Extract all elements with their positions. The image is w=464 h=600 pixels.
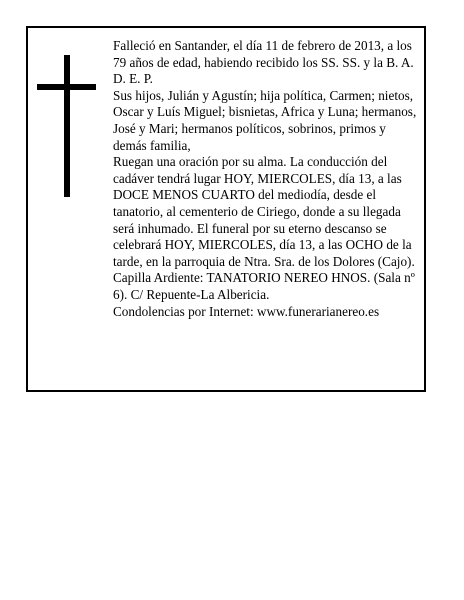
death-announcement: Falleció en Santander, el día 11 de febrero de 2013, a los 79 años de edad, habiendo recibido los SS. SS. y la B. A. [113, 38, 414, 70]
service-details: Ruegan una oración por su alma. La conducción del cadáver tendrá lugar HOY, MIERCOLES, día 13, a las DOCE MENOS CUARTO del mediodía, desde el tanatorio, al cementerio de Ciriego, donde a su llegada será inhumado. El funeral por su eterno descanso se celebrará HOY, MIERCOLES, día 13, a las OCHO de la tarde, en la parroquia de Ntra. Sra. de los Dolores (Cajo). Capilla Ardiente: TANATORIO NEREO HNOS. (Sala nº 6). C/ Repuente-La Albericia. [113, 154, 415, 302]
condolences-line: Condolencias por Internet: www.funerarianereo.es [113, 303, 380, 319]
family-list: Sus hijos, Julián y Agustín; hija política, Carmen; nietos, Oscar y Luís Miguel; bisnietas, Africa y Luna; hermanos, José y Mari; hermanos políticos, sobrinos, primos y demás familia, [113, 87, 417, 153]
obituary-text [113, 38, 419, 320]
cross-icon-bar [37, 84, 96, 90]
cross-icon [64, 55, 70, 197]
rip-line: D. E. P. [113, 71, 153, 87]
